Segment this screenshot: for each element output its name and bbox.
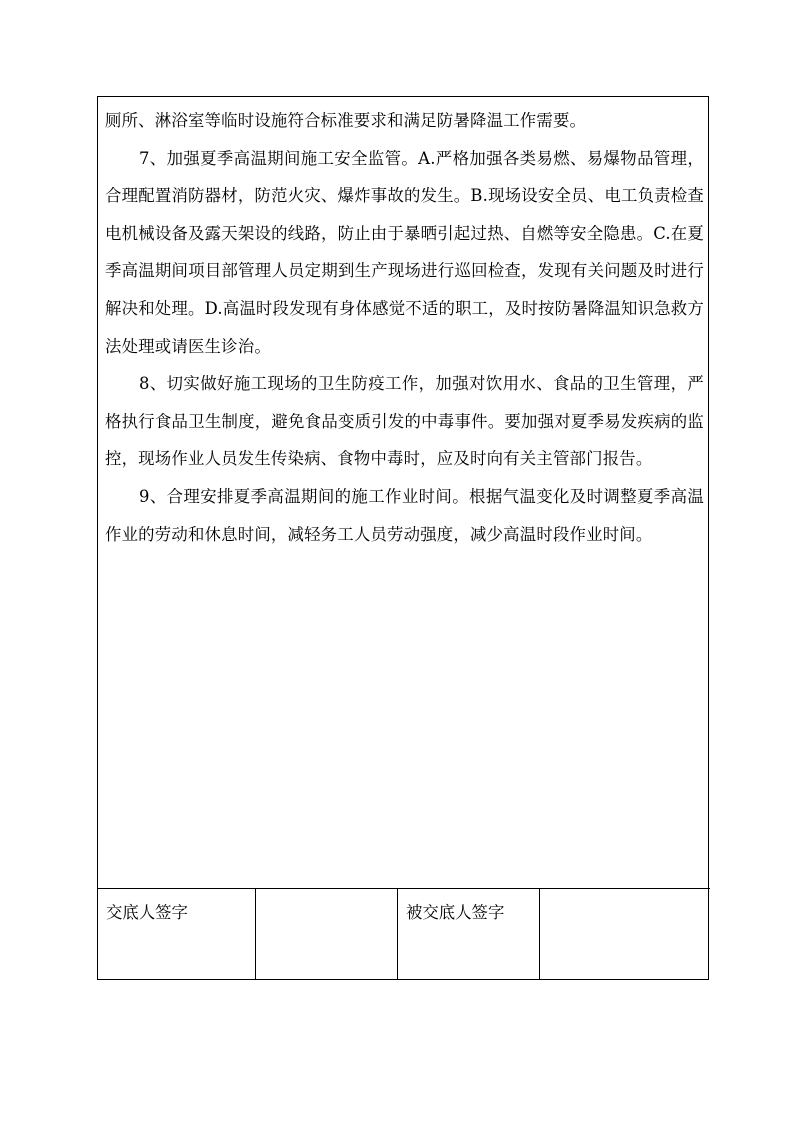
discloser-signature-label: 交底人签字: [98, 889, 256, 979]
content-cell: [98, 97, 710, 889]
paragraph-item-8: 8、切实做好施工现场的卫生防疫工作，加强对饮用水、食品的卫生管理，严格执行食品卫生制度，避免食品变质引发的中毒事件。要加强对夏季易发疾病的监控，现场作业人员发生传染病、食物中毒时，应及时向有关主管部门报告。: [105, 374, 704, 469]
paragraph-item-7: 7、加强夏季高温期间施工安全监管。A.严格加强各类易燃、易爆物品管理，合理配置消防器材，防范火灾、爆炸事故的发生。B.现场设安全员、电工负责检查电机械设备及露天架设的线路，防止由于暴晒引起过热、自燃等安全隐患。C.在夏季高温期间项目部管理人员定期到生产现场进行巡回检查，发现有关问题及时进行解决和处理。D.高温时段发现有身体感觉不适的职工，及时按防暑降温知识急救方法处理或请医生诊治。: [105, 148, 704, 356]
signature-row: [98, 889, 710, 979]
discloser-signature-field[interactable]: [256, 889, 398, 979]
paragraph-item-9: 9、合理安排夏季高温期间的施工作业时间。根据气温变化及时调整夏季高温作业的劳动和休息时间，减轻务工人员劳动强度，减少高温时段作业时间。: [105, 486, 704, 544]
disclosure-table: [97, 96, 709, 980]
paragraph-continuation: 厕所、淋浴室等临时设施符合标准要求和满足防暑降温工作需要。: [105, 111, 587, 130]
recipient-signature-label: 被交底人签字: [398, 889, 540, 979]
recipient-signature-field[interactable]: [540, 889, 710, 979]
